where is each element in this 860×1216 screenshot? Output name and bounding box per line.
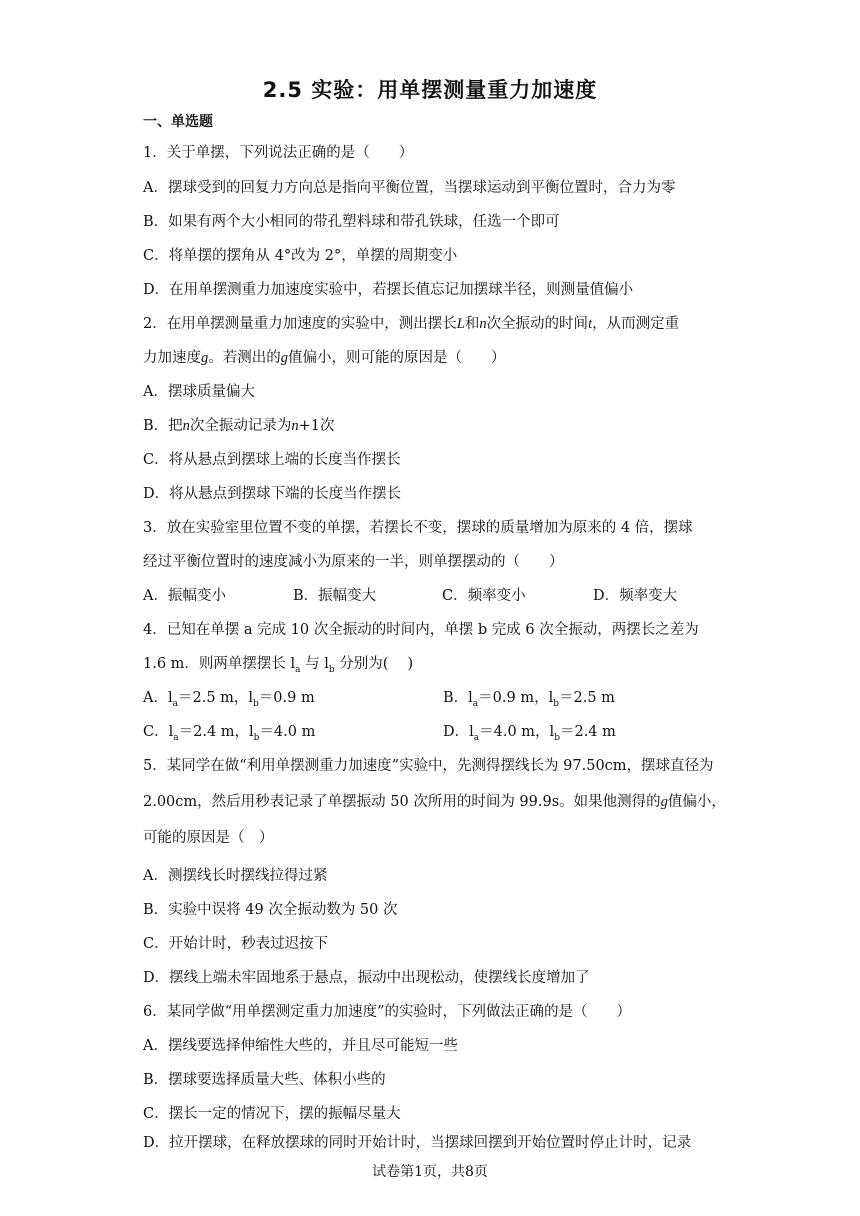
- q1-option-b: B．如果有两个大小相同的带孔塑料球和带孔铁球，任选一个即可: [143, 214, 560, 230]
- page-footer: 试卷第1页，共8页: [372, 1164, 488, 1180]
- q4-subscript: b: [253, 698, 259, 709]
- q6-option-a: A．摆线要选择伸缩性大些的，并且尽可能短一些: [143, 1038, 458, 1054]
- q4-option-d: [443, 720, 616, 743]
- q5-option-c: C．开始计时，秒表过迟按下: [143, 936, 329, 952]
- q5-option-d: D．摆线上端未牢固地系于悬点，振动中出现松动，使摆线长度增加了: [143, 970, 590, 986]
- q3-option-c: C．频率变小: [442, 588, 526, 604]
- q6-stem: 6．某同学做“用单摆测定重力加速度”的实验时，下列做法正确的是（ ）: [143, 1004, 632, 1020]
- q4-option-a: [143, 686, 315, 709]
- q4-text: ＝2.4 m，l: [178, 724, 254, 740]
- q4-subscript: b: [554, 732, 560, 743]
- q4-subscript: b: [253, 732, 260, 743]
- q4-text: 1.6 m．则两单摆摆长 l: [143, 656, 296, 672]
- q2-stem-line2: [143, 346, 506, 367]
- q4-text: ＝4.0 m，l: [479, 724, 555, 740]
- q2-var-g: g: [201, 350, 209, 366]
- q2-var-g: g: [280, 350, 288, 366]
- q4-text: B．l: [443, 690, 473, 706]
- q2-var-n: n: [291, 418, 299, 434]
- q4-subscript: b: [553, 698, 559, 709]
- q6-option-d: D．拉开摆球，在释放摆球的同时开始计时，当摆球回摆到开始位置时停止计时，记录: [143, 1135, 692, 1151]
- q4-text: D．l: [443, 724, 474, 740]
- q5-text: 值偏小，: [667, 794, 726, 810]
- q4-text: C．l: [143, 724, 174, 740]
- q2-option-c: C．将从悬点到摆球上端的长度当作摆长: [143, 452, 401, 468]
- q5-text: 2.00cm，然后用秒表记录了单摆振动 50 次所用的时间为 99.9s。如果他测得的: [143, 794, 661, 810]
- q4-option-c: [143, 720, 315, 743]
- q4-option-b: [443, 686, 615, 709]
- page-title: 2.5 实验：用单摆测量重力加速度: [262, 78, 598, 102]
- q4-text: ＝2.4 m: [559, 724, 616, 740]
- q4-text: ＝0.9 m: [258, 690, 315, 706]
- q2-var-L: L: [456, 316, 465, 332]
- q2-var-n: n: [479, 316, 487, 332]
- q5-option-a: A．测摆线长时摆线拉得过紧: [143, 868, 328, 884]
- q4-text: ＝2.5 m，l: [177, 690, 254, 706]
- q3-stem-line1: 3．放在实验室里位置不变的单摆，若摆长不变，摆球的质量增加为原来的 4 倍，摆球: [143, 520, 693, 536]
- q4-subscript: a: [172, 698, 178, 709]
- q1-option-a: A．摆球受到的回复力方向总是指向平衡位置，当摆球运动到平衡位置时，合力为零: [143, 180, 676, 196]
- q2-var-n: n: [182, 418, 190, 434]
- q2-option-b: [143, 414, 335, 435]
- q2-text: +1次: [298, 418, 335, 434]
- q4-subscript: a: [173, 732, 179, 743]
- q2-text: 。若测出的: [208, 350, 281, 366]
- q4-text: A．l: [143, 690, 173, 706]
- q3-option-b: B．振幅变大: [293, 588, 377, 604]
- q4-text: ＝0.9 m，l: [478, 690, 554, 706]
- q2-option-a: A．摆球质量偏大: [143, 384, 255, 400]
- q1-stem: 1．关于单摆，下列说法正确的是（ ）: [143, 145, 414, 161]
- q2-text: B．把: [143, 418, 183, 434]
- q3-option-a: A．振幅变小: [143, 588, 226, 604]
- q1-option-c: C．将单摆的摆角从 4°改为 2°，单摆的周期变小: [143, 248, 458, 264]
- q4-stem-line2: [143, 652, 413, 675]
- q2-var-t: t: [588, 316, 593, 332]
- q4-subscript: a: [472, 698, 479, 709]
- section-heading: 一、单选题: [143, 114, 213, 130]
- q6-option-b: B．摆球要选择质量大些、体积小些的: [143, 1072, 386, 1088]
- q2-option-d: D．将从悬点到摆球下端的长度当作摆长: [143, 486, 402, 502]
- q2-text: 值偏小，则可能的原因是（ ）: [288, 350, 506, 366]
- q1-option-d: D．在用单摆测重力加速度实验中，若摆长值忘记加摆球半径，则测量值偏小: [143, 282, 634, 298]
- q2-text: 2．在用单摆测量重力加速度的实验中，测出摆长: [143, 316, 457, 332]
- q2-stem-line1: [143, 312, 679, 333]
- q4-stem-line1: 4．已知在单摆 a 完成 10 次全振动的时间内，单摆 b 完成 6 次全振动，两摆长之差为: [143, 622, 699, 638]
- q3-option-d: D．频率变大: [593, 588, 678, 604]
- q4-subscript: a: [473, 732, 480, 743]
- q4-subscript: a: [295, 664, 301, 675]
- q4-text: 与 l: [300, 656, 329, 672]
- q2-text: 次全振动记录为: [189, 418, 292, 434]
- q2-text: 力加速度: [143, 350, 201, 366]
- q5-stem-line1: 5．某同学在做“利用单摆测重力加速度”实验中，先测得摆线长为 97.50cm，摆球直径为: [143, 758, 714, 774]
- q3-stem-line2: 经过平衡位置时的速度减小为原来的一半，则单摆摆动的（ ）: [143, 554, 564, 570]
- q6-option-c: C．摆长一定的情况下，摆的振幅尽量大: [143, 1106, 401, 1122]
- q2-text: 和: [464, 316, 480, 332]
- q2-text: ，从而测定重: [592, 316, 680, 332]
- q4-text: 分别为( ): [334, 656, 414, 672]
- q5-stem-line3: 可能的原因是（ ）: [143, 830, 274, 846]
- q4-subscript: b: [328, 664, 335, 675]
- q4-text: ＝2.5 m: [559, 690, 615, 706]
- q5-option-b: B．实验中误将 49 次全振动数为 50 次: [143, 902, 398, 918]
- q4-text: ＝4.0 m: [259, 724, 316, 740]
- q5-stem-line2: [143, 790, 726, 811]
- q5-var-g: g: [660, 794, 668, 810]
- q2-text: 次全振动的时间: [486, 316, 589, 332]
